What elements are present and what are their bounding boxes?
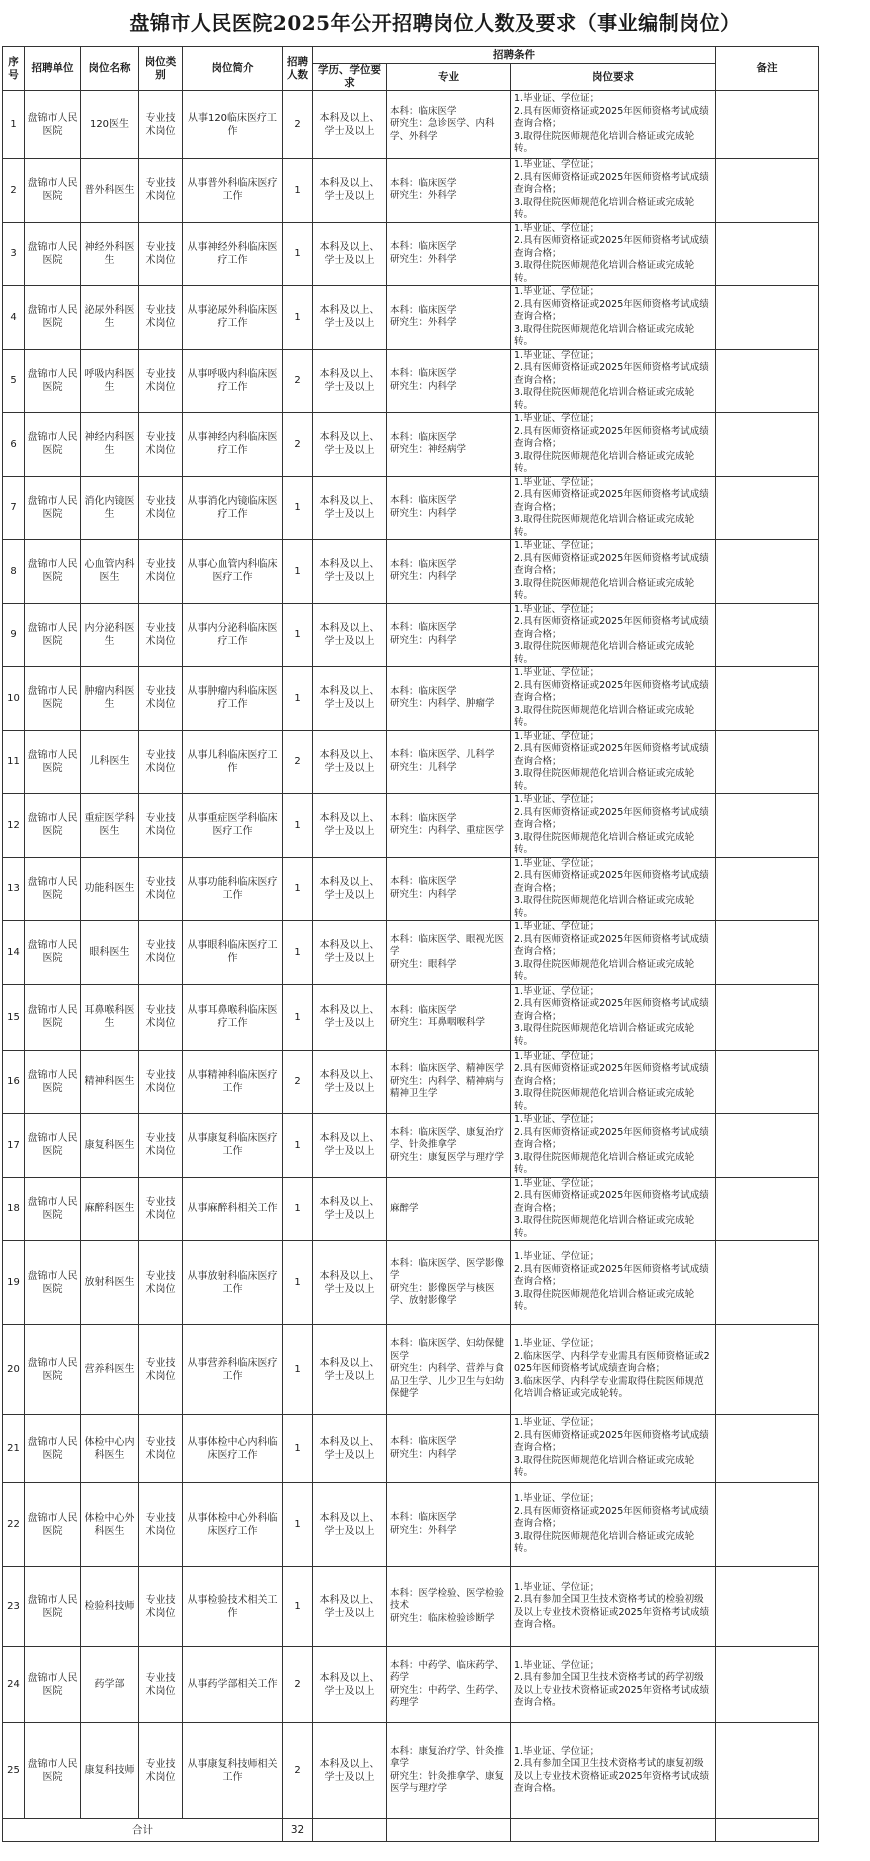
total-empty-cell — [313, 1819, 387, 1842]
row-remark — [716, 1415, 819, 1483]
row-number: 10 — [3, 667, 25, 731]
row-major: 本科：临床医学 研究生：外科学 — [387, 222, 511, 286]
header-count: 招聘人数 — [283, 47, 313, 91]
row-requirement: 1.毕业证、学位证； 2.具有医师资格证或2025年医师资格考试成绩查询合格； 3.取得住院医师规范化培训合格证或完成轮转。 — [511, 984, 716, 1050]
row-post-desc: 从事肿瘤内科临床医疗工作 — [183, 667, 283, 731]
row-post-type: 专业技术岗位 — [139, 1415, 183, 1483]
row-edu: 本科及以上、学士及以上 — [313, 91, 387, 159]
row-post-name: 营养科医生 — [81, 1325, 139, 1415]
row-major: 本科：医学检验、医学检验技术 研究生：临床检验诊断学 — [387, 1567, 511, 1647]
row-unit: 盘锦市人民医院 — [25, 1177, 81, 1241]
row-post-name: 儿科医生 — [81, 730, 139, 794]
row-requirement: 1.毕业证、学位证； 2.具有医师资格证或2025年医师资格考试成绩查询合格； 3.取得住院医师规范化培训合格证或完成轮转。 — [511, 159, 716, 223]
row-unit: 盘锦市人民医院 — [25, 476, 81, 540]
row-post-desc: 从事消化内镜临床医疗工作 — [183, 476, 283, 540]
table-row — [3, 857, 819, 921]
row-requirement: 1.毕业证、学位证； 2.具有医师资格证或2025年医师资格考试成绩查询合格； 3.取得住院医师规范化培训合格证或完成轮转。 — [511, 349, 716, 413]
table-row — [3, 794, 819, 858]
row-remark — [716, 603, 819, 667]
row-count: 1 — [283, 603, 313, 667]
row-remark — [716, 921, 819, 985]
row-major: 本科：临床医学 研究生：外科学 — [387, 1483, 511, 1567]
row-requirement: 1.毕业证、学位证； 2.具有参加全国卫生技术资格考试的药学初级及以上专业技术资格证或2025年资格考试成绩查询合格。 — [511, 1647, 716, 1723]
row-major: 本科：临床医学、精神医学 研究生：内科学、精神病与精神卫生学 — [387, 1050, 511, 1114]
row-edu: 本科及以上、学士及以上 — [313, 730, 387, 794]
row-post-type: 专业技术岗位 — [139, 1114, 183, 1178]
row-post-type: 专业技术岗位 — [139, 1723, 183, 1819]
row-requirement: 1.毕业证、学位证； 2.具有医师资格证或2025年医师资格考试成绩查询合格； 3.取得住院医师规范化培训合格证或完成轮转。 — [511, 794, 716, 858]
row-count: 1 — [283, 1325, 313, 1415]
header-post-name: 岗位名称 — [81, 47, 139, 91]
row-unit: 盘锦市人民医院 — [25, 413, 81, 477]
row-edu: 本科及以上、学士及以上 — [313, 603, 387, 667]
row-number: 7 — [3, 476, 25, 540]
row-number: 8 — [3, 540, 25, 604]
row-remark — [716, 667, 819, 731]
row-major: 本科：临床医学 研究生：神经病学 — [387, 413, 511, 477]
row-major: 本科：临床医学 研究生：内科学 — [387, 476, 511, 540]
row-number: 13 — [3, 857, 25, 921]
row-requirement: 1.毕业证、学位证； 2.具有医师资格证或2025年医师资格考试成绩查询合格； 3.取得住院医师规范化培训合格证或完成轮转。 — [511, 286, 716, 350]
row-number: 12 — [3, 794, 25, 858]
row-count: 1 — [283, 159, 313, 223]
table-row — [3, 1114, 819, 1178]
row-unit: 盘锦市人民医院 — [25, 603, 81, 667]
row-post-type: 专业技术岗位 — [139, 413, 183, 477]
row-requirement: 1.毕业证、学位证； 2.具有医师资格证或2025年医师资格考试成绩查询合格； 3.取得住院医师规范化培训合格证或完成轮转。 — [511, 1241, 716, 1325]
row-remark — [716, 1723, 819, 1819]
row-edu: 本科及以上、学士及以上 — [313, 286, 387, 350]
row-requirement: 1.毕业证、学位证； 2.具有医师资格证或2025年医师资格考试成绩查询合格； 3.取得住院医师规范化培训合格证或完成轮转。 — [511, 921, 716, 985]
row-major: 本科：临床医学、儿科学 研究生：儿科学 — [387, 730, 511, 794]
row-number: 5 — [3, 349, 25, 413]
row-post-type: 专业技术岗位 — [139, 857, 183, 921]
header-conditions: 招聘条件 — [313, 47, 716, 64]
table-row — [3, 349, 819, 413]
header-edu: 学历、学位要求 — [313, 64, 387, 91]
row-major: 本科：临床医学 研究生：内科学、肿瘤学 — [387, 667, 511, 731]
row-edu: 本科及以上、学士及以上 — [313, 1241, 387, 1325]
header-unit: 招聘单位 — [25, 47, 81, 91]
row-count: 1 — [283, 794, 313, 858]
row-post-desc: 从事精神科临床医疗工作 — [183, 1050, 283, 1114]
row-number: 2 — [3, 159, 25, 223]
row-remark — [716, 540, 819, 604]
total-row — [3, 1819, 819, 1842]
total-empty-cell — [716, 1819, 819, 1842]
row-edu: 本科及以上、学士及以上 — [313, 1483, 387, 1567]
table-row — [3, 286, 819, 350]
row-post-desc: 从事放射科临床医疗工作 — [183, 1241, 283, 1325]
table-row — [3, 921, 819, 985]
row-remark — [716, 794, 819, 858]
row-unit: 盘锦市人民医院 — [25, 540, 81, 604]
row-remark — [716, 1177, 819, 1241]
row-requirement: 1.毕业证、学位证； 2.具有医师资格证或2025年医师资格考试成绩查询合格； 3.取得住院医师规范化培训合格证或完成轮转。 — [511, 857, 716, 921]
row-post-type: 专业技术岗位 — [139, 91, 183, 159]
row-number: 4 — [3, 286, 25, 350]
row-edu: 本科及以上、学士及以上 — [313, 1050, 387, 1114]
row-remark — [716, 857, 819, 921]
row-count: 1 — [283, 1241, 313, 1325]
row-post-type: 专业技术岗位 — [139, 286, 183, 350]
row-requirement: 1.毕业证、学位证； 2.具有医师资格证或2025年医师资格考试成绩查询合格； 3.取得住院医师规范化培训合格证或完成轮转。 — [511, 1114, 716, 1178]
row-count: 1 — [283, 984, 313, 1050]
row-count: 1 — [283, 1567, 313, 1647]
table-body — [3, 91, 819, 1819]
row-post-type: 专业技术岗位 — [139, 1050, 183, 1114]
row-remark — [716, 159, 819, 223]
row-post-desc: 从事呼吸内科临床医疗工作 — [183, 349, 283, 413]
row-post-desc: 从事泌尿外科临床医疗工作 — [183, 286, 283, 350]
row-remark — [716, 1241, 819, 1325]
row-post-type: 专业技术岗位 — [139, 1177, 183, 1241]
row-count: 1 — [283, 857, 313, 921]
row-post-desc: 从事药学部相关工作 — [183, 1647, 283, 1723]
table-row — [3, 159, 819, 223]
row-unit: 盘锦市人民医院 — [25, 1114, 81, 1178]
row-count: 2 — [283, 91, 313, 159]
header-post-desc: 岗位简介 — [183, 47, 283, 91]
row-unit: 盘锦市人民医院 — [25, 1415, 81, 1483]
row-requirement: 1.毕业证、学位证； 2.临床医学、内科学专业需具有医师资格证或2025年医师资格考试成绩查询合格； 3.临床医学、内科学专业需取得住院医师规范化培训合格证或完成轮转。 — [511, 1325, 716, 1415]
row-edu: 本科及以上、学士及以上 — [313, 1325, 387, 1415]
table-row — [3, 1567, 819, 1647]
row-count: 2 — [283, 349, 313, 413]
row-post-name: 肿瘤内科医生 — [81, 667, 139, 731]
header-remark: 备注 — [716, 47, 819, 91]
table-row — [3, 1241, 819, 1325]
row-post-type: 专业技术岗位 — [139, 476, 183, 540]
row-post-type: 专业技术岗位 — [139, 1241, 183, 1325]
row-number: 25 — [3, 1723, 25, 1819]
row-requirement: 1.毕业证、学位证； 2.具有医师资格证或2025年医师资格考试成绩查询合格； 3.取得住院医师规范化培训合格证或完成轮转。 — [511, 91, 716, 159]
row-post-desc: 从事内分泌科临床医疗工作 — [183, 603, 283, 667]
row-requirement: 1.毕业证、学位证； 2.具有医师资格证或2025年医师资格考试成绩查询合格； 3.取得住院医师规范化培训合格证或完成轮转。 — [511, 1050, 716, 1114]
table-row — [3, 1647, 819, 1723]
row-remark — [716, 349, 819, 413]
table-row — [3, 1483, 819, 1567]
table-row — [3, 1177, 819, 1241]
table-row — [3, 1325, 819, 1415]
row-post-desc: 从事眼科临床医疗工作 — [183, 921, 283, 985]
table-row — [3, 603, 819, 667]
row-number: 1 — [3, 91, 25, 159]
row-edu: 本科及以上、学士及以上 — [313, 1114, 387, 1178]
row-post-name: 重症医学科医生 — [81, 794, 139, 858]
row-number: 21 — [3, 1415, 25, 1483]
row-edu: 本科及以上、学士及以上 — [313, 1647, 387, 1723]
row-count: 1 — [283, 286, 313, 350]
row-edu: 本科及以上、学士及以上 — [313, 222, 387, 286]
row-post-desc: 从事重症医学科临床医疗工作 — [183, 794, 283, 858]
row-count: 1 — [283, 1177, 313, 1241]
row-major: 本科：临床医学 研究生：内科学 — [387, 603, 511, 667]
table-row — [3, 1050, 819, 1114]
row-requirement: 1.毕业证、学位证； 2.具有参加全国卫生技术资格考试的检验初级及以上专业技术资格证或2025年资格考试成绩查询合格。 — [511, 1567, 716, 1647]
row-post-desc: 从事功能科临床医疗工作 — [183, 857, 283, 921]
row-remark — [716, 286, 819, 350]
row-count: 1 — [283, 1415, 313, 1483]
row-requirement: 1.毕业证、学位证； 2.具有医师资格证或2025年医师资格考试成绩查询合格； 3.取得住院医师规范化培训合格证或完成轮转。 — [511, 476, 716, 540]
row-post-name: 神经外科医生 — [81, 222, 139, 286]
row-unit: 盘锦市人民医院 — [25, 1241, 81, 1325]
row-number: 3 — [3, 222, 25, 286]
row-post-desc: 从事康复科技师相关工作 — [183, 1723, 283, 1819]
row-major: 麻醉学 — [387, 1177, 511, 1241]
row-unit: 盘锦市人民医院 — [25, 1647, 81, 1723]
recruitment-table — [2, 46, 819, 1842]
row-number: 23 — [3, 1567, 25, 1647]
row-major: 本科：临床医学 研究生：急诊医学、内科学、外科学 — [387, 91, 511, 159]
row-post-type: 专业技术岗位 — [139, 794, 183, 858]
row-unit: 盘锦市人民医院 — [25, 794, 81, 858]
row-remark — [716, 1050, 819, 1114]
row-unit: 盘锦市人民医院 — [25, 1723, 81, 1819]
row-unit: 盘锦市人民医院 — [25, 159, 81, 223]
header-no: 序号 — [3, 47, 25, 91]
table-row — [3, 476, 819, 540]
row-number: 20 — [3, 1325, 25, 1415]
row-unit: 盘锦市人民医院 — [25, 222, 81, 286]
row-post-name: 消化内镜医生 — [81, 476, 139, 540]
row-post-desc: 从事儿科临床医疗工作 — [183, 730, 283, 794]
row-post-type: 专业技术岗位 — [139, 159, 183, 223]
row-post-name: 药学部 — [81, 1647, 139, 1723]
row-edu: 本科及以上、学士及以上 — [313, 540, 387, 604]
row-post-type: 专业技术岗位 — [139, 540, 183, 604]
row-unit: 盘锦市人民医院 — [25, 1050, 81, 1114]
row-post-name: 康复科医生 — [81, 1114, 139, 1178]
page-title: 盘锦市人民医院2025年公开招聘岗位人数及要求（事业编制岗位） — [129, 11, 741, 35]
table-row — [3, 730, 819, 794]
row-count: 1 — [283, 1114, 313, 1178]
row-post-name: 眼科医生 — [81, 921, 139, 985]
row-number: 14 — [3, 921, 25, 985]
row-requirement: 1.毕业证、学位证； 2.具有医师资格证或2025年医师资格考试成绩查询合格； 3.取得住院医师规范化培训合格证或完成轮转。 — [511, 1483, 716, 1567]
row-number: 18 — [3, 1177, 25, 1241]
row-unit: 盘锦市人民医院 — [25, 667, 81, 731]
row-post-type: 专业技术岗位 — [139, 222, 183, 286]
row-post-name: 耳鼻喉科医生 — [81, 984, 139, 1050]
row-post-type: 专业技术岗位 — [139, 349, 183, 413]
row-count: 1 — [283, 921, 313, 985]
row-number: 19 — [3, 1241, 25, 1325]
row-post-name: 呼吸内科医生 — [81, 349, 139, 413]
row-major: 本科：临床医学 研究生：内科学、重症医学 — [387, 794, 511, 858]
row-unit: 盘锦市人民医院 — [25, 921, 81, 985]
row-post-name: 体检中心外科医生 — [81, 1483, 139, 1567]
row-number: 6 — [3, 413, 25, 477]
row-remark — [716, 222, 819, 286]
row-post-type: 专业技术岗位 — [139, 603, 183, 667]
row-unit: 盘锦市人民医院 — [25, 349, 81, 413]
row-count: 1 — [283, 1483, 313, 1567]
row-major: 本科：临床医学 研究生：耳鼻咽喉科学 — [387, 984, 511, 1050]
row-number: 22 — [3, 1483, 25, 1567]
row-post-name: 放射科医生 — [81, 1241, 139, 1325]
row-edu: 本科及以上、学士及以上 — [313, 476, 387, 540]
row-number: 17 — [3, 1114, 25, 1178]
row-post-desc: 从事耳鼻喉科临床医疗工作 — [183, 984, 283, 1050]
row-edu: 本科及以上、学士及以上 — [313, 1567, 387, 1647]
row-major: 本科：中药学、临床药学、药学 研究生：中药学、生药学、药理学 — [387, 1647, 511, 1723]
row-count: 1 — [283, 476, 313, 540]
row-post-name: 检验科技师 — [81, 1567, 139, 1647]
row-number: 15 — [3, 984, 25, 1050]
row-remark — [716, 413, 819, 477]
row-requirement: 1.毕业证、学位证； 2.具有医师资格证或2025年医师资格考试成绩查询合格； 3.取得住院医师规范化培训合格证或完成轮转。 — [511, 603, 716, 667]
row-count: 2 — [283, 1050, 313, 1114]
row-remark — [716, 476, 819, 540]
row-requirement: 1.毕业证、学位证； 2.具有医师资格证或2025年医师资格考试成绩查询合格； 3.取得住院医师规范化培训合格证或完成轮转。 — [511, 667, 716, 731]
total-count: 32 — [283, 1819, 313, 1842]
row-major: 本科：临床医学 研究生：外科学 — [387, 159, 511, 223]
row-major: 本科：临床医学 研究生：内科学 — [387, 540, 511, 604]
header-post-type: 岗位类别 — [139, 47, 183, 91]
row-unit: 盘锦市人民医院 — [25, 286, 81, 350]
row-remark — [716, 730, 819, 794]
row-edu: 本科及以上、学士及以上 — [313, 1415, 387, 1483]
row-post-name: 麻醉科医生 — [81, 1177, 139, 1241]
row-edu: 本科及以上、学士及以上 — [313, 1723, 387, 1819]
row-unit: 盘锦市人民医院 — [25, 730, 81, 794]
row-count: 2 — [283, 1647, 313, 1723]
row-post-desc: 从事神经外科临床医疗工作 — [183, 222, 283, 286]
header-major: 专业 — [387, 64, 511, 91]
row-number: 9 — [3, 603, 25, 667]
row-unit: 盘锦市人民医院 — [25, 1483, 81, 1567]
row-count: 2 — [283, 1723, 313, 1819]
row-post-name: 普外科医生 — [81, 159, 139, 223]
row-post-type: 专业技术岗位 — [139, 730, 183, 794]
table-row — [3, 413, 819, 477]
row-remark — [716, 1325, 819, 1415]
row-major: 本科：临床医学、眼视光医学 研究生：眼科学 — [387, 921, 511, 985]
table-row — [3, 540, 819, 604]
row-remark — [716, 91, 819, 159]
table-row — [3, 91, 819, 159]
table-row — [3, 667, 819, 731]
row-number: 16 — [3, 1050, 25, 1114]
row-requirement: 1.毕业证、学位证； 2.具有医师资格证或2025年医师资格考试成绩查询合格； 3.取得住院医师规范化培训合格证或完成轮转。 — [511, 540, 716, 604]
row-major: 本科：临床医学 研究生：外科学 — [387, 286, 511, 350]
row-post-desc: 从事康复科临床医疗工作 — [183, 1114, 283, 1178]
row-post-name: 功能科医生 — [81, 857, 139, 921]
row-post-type: 专业技术岗位 — [139, 984, 183, 1050]
row-major: 本科：临床医学、医学影像学 研究生：影像医学与核医学、放射影像学 — [387, 1241, 511, 1325]
row-remark — [716, 1567, 819, 1647]
row-post-name: 心血管内科医生 — [81, 540, 139, 604]
total-label: 合计 — [3, 1819, 283, 1842]
total-empty-cell — [511, 1819, 716, 1842]
row-post-type: 专业技术岗位 — [139, 921, 183, 985]
row-post-name: 泌尿外科医生 — [81, 286, 139, 350]
row-major: 本科：临床医学、妇幼保健医学 研究生：内科学、营养与食品卫生学、儿少卫生与妇幼保健学 — [387, 1325, 511, 1415]
row-number: 24 — [3, 1647, 25, 1723]
table-row — [3, 984, 819, 1050]
row-post-desc: 从事普外科临床医疗工作 — [183, 159, 283, 223]
row-post-desc: 从事120临床医疗工作 — [183, 91, 283, 159]
row-remark — [716, 1647, 819, 1723]
row-count: 2 — [283, 413, 313, 477]
row-post-desc: 从事神经内科临床医疗工作 — [183, 413, 283, 477]
row-edu: 本科及以上、学士及以上 — [313, 921, 387, 985]
row-major: 本科：临床医学 研究生：内科学 — [387, 349, 511, 413]
row-edu: 本科及以上、学士及以上 — [313, 413, 387, 477]
row-requirement: 1.毕业证、学位证； 2.具有医师资格证或2025年医师资格考试成绩查询合格； 3.取得住院医师规范化培训合格证或完成轮转。 — [511, 730, 716, 794]
row-post-name: 体检中心内科医生 — [81, 1415, 139, 1483]
row-major: 本科：临床医学、康复治疗学、针灸推拿学 研究生：康复医学与理疗学 — [387, 1114, 511, 1178]
row-count: 1 — [283, 667, 313, 731]
row-edu: 本科及以上、学士及以上 — [313, 159, 387, 223]
row-post-desc: 从事麻醉科相关工作 — [183, 1177, 283, 1241]
row-count: 1 — [283, 222, 313, 286]
row-unit: 盘锦市人民医院 — [25, 857, 81, 921]
row-remark — [716, 1114, 819, 1178]
row-post-type: 专业技术岗位 — [139, 1567, 183, 1647]
row-requirement: 1.毕业证、学位证； 2.具有医师资格证或2025年医师资格考试成绩查询合格； 3.取得住院医师规范化培训合格证或完成轮转。 — [511, 1177, 716, 1241]
header-requirement: 岗位要求 — [511, 64, 716, 91]
row-post-desc: 从事营养科临床医疗工作 — [183, 1325, 283, 1415]
row-post-type: 专业技术岗位 — [139, 1325, 183, 1415]
row-post-type: 专业技术岗位 — [139, 1483, 183, 1567]
row-count: 1 — [283, 540, 313, 604]
row-post-name: 120医生 — [81, 91, 139, 159]
row-remark — [716, 1483, 819, 1567]
table-row — [3, 1723, 819, 1819]
row-post-desc: 从事检验技术相关工作 — [183, 1567, 283, 1647]
row-edu: 本科及以上、学士及以上 — [313, 349, 387, 413]
row-requirement: 1.毕业证、学位证； 2.具有医师资格证或2025年医师资格考试成绩查询合格； 3.取得住院医师规范化培训合格证或完成轮转。 — [511, 222, 716, 286]
row-major: 本科：康复治疗学、针灸推拿学 研究生：针灸推拿学、康复医学与理疗学 — [387, 1723, 511, 1819]
total-empty-cell — [387, 1819, 511, 1842]
table-row — [3, 1415, 819, 1483]
row-requirement: 1.毕业证、学位证； 2.具有医师资格证或2025年医师资格考试成绩查询合格； 3.取得住院医师规范化培训合格证或完成轮转。 — [511, 413, 716, 477]
row-requirement: 1.毕业证、学位证； 2.具有医师资格证或2025年医师资格考试成绩查询合格； 3.取得住院医师规范化培训合格证或完成轮转。 — [511, 1415, 716, 1483]
row-edu: 本科及以上、学士及以上 — [313, 857, 387, 921]
row-major: 本科：临床医学 研究生：内科学 — [387, 1415, 511, 1483]
row-edu: 本科及以上、学士及以上 — [313, 984, 387, 1050]
row-post-desc: 从事体检中心内科临床医疗工作 — [183, 1415, 283, 1483]
row-post-type: 专业技术岗位 — [139, 1647, 183, 1723]
row-unit: 盘锦市人民医院 — [25, 91, 81, 159]
row-post-name: 康复科技师 — [81, 1723, 139, 1819]
row-number: 11 — [3, 730, 25, 794]
row-post-name: 神经内科医生 — [81, 413, 139, 477]
row-remark — [716, 984, 819, 1050]
row-post-type: 专业技术岗位 — [139, 667, 183, 731]
table-row — [3, 222, 819, 286]
row-major: 本科：临床医学 研究生：内科学 — [387, 857, 511, 921]
row-requirement: 1.毕业证、学位证； 2.具有参加全国卫生技术资格考试的康复初级及以上专业技术资格证或2025年资格考试成绩查询合格。 — [511, 1723, 716, 1819]
row-post-name: 内分泌科医生 — [81, 603, 139, 667]
row-edu: 本科及以上、学士及以上 — [313, 667, 387, 731]
row-post-desc: 从事心血管内科临床医疗工作 — [183, 540, 283, 604]
row-post-name: 精神科医生 — [81, 1050, 139, 1114]
row-count: 2 — [283, 730, 313, 794]
row-edu: 本科及以上、学士及以上 — [313, 794, 387, 858]
row-unit: 盘锦市人民医院 — [25, 984, 81, 1050]
row-post-desc: 从事体检中心外科临床医疗工作 — [183, 1483, 283, 1567]
row-unit: 盘锦市人民医院 — [25, 1325, 81, 1415]
row-edu: 本科及以上、学士及以上 — [313, 1177, 387, 1241]
row-unit: 盘锦市人民医院 — [25, 1567, 81, 1647]
